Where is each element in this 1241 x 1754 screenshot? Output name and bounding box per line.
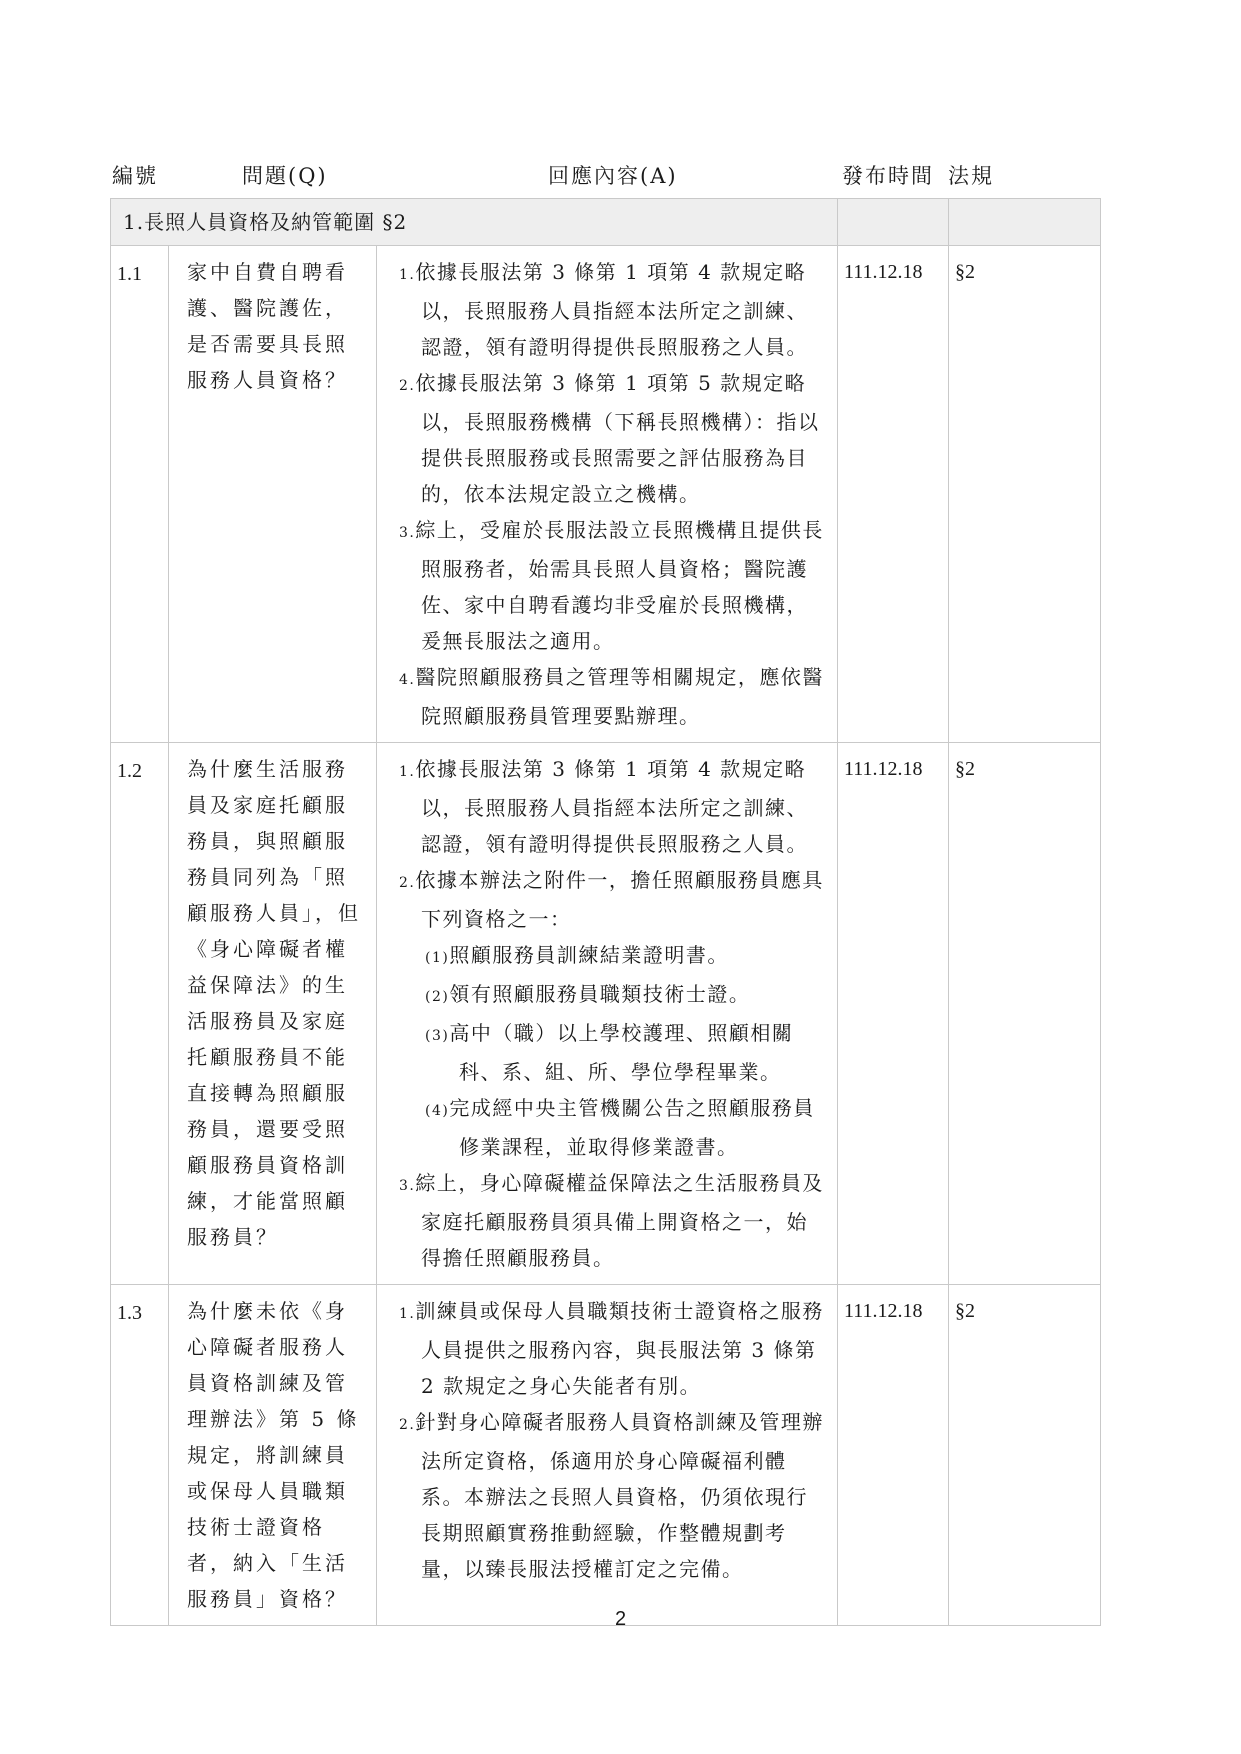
header-answer: 回應內容(A) (548, 164, 678, 188)
answer-subitem (399, 937, 829, 976)
header-date: 發布時間 (842, 164, 934, 188)
law-reference: §2 (949, 743, 1101, 1285)
header-law: 法規 (948, 164, 994, 188)
answer-text: 醫院照顧服務員之管理等相關規定，應依醫院照顧服務員管理要點辦理。 (415, 665, 824, 728)
answer-cell (377, 246, 838, 743)
answer-marker: (3) (425, 1028, 450, 1044)
answer-item (399, 1404, 829, 1587)
answer-marker: 2. (399, 1417, 416, 1433)
answer-marker: 4. (399, 672, 416, 688)
qa-table (110, 198, 1101, 1626)
item-number: 1.3 (111, 1285, 169, 1626)
answer-text: 訓練員或保母人員職類技術士證資格之服務人員提供之服務內容，與長服法第 3 條第 2 款規定之身心失能者有別。 (415, 1299, 824, 1398)
question-cell: 為什麼未依《身心障礙者服務人員資格訓練及管理辦法》第 5 條規定，將訓練員或保母人員職類技術士證資格者，納入「生活服務員」資格？ (169, 1285, 377, 1626)
answer-cell (377, 1285, 838, 1626)
answer-marker: (1) (425, 950, 450, 966)
header-no: 編號 (112, 164, 158, 188)
answer-item (399, 365, 829, 512)
publish-date: 111.12.18 (838, 743, 949, 1285)
page-number: 2 (614, 1608, 627, 1630)
law-reference: §2 (949, 246, 1101, 743)
answer-text: 綜上，受雇於長服法設立長照機構且提供長照服務者，始需具長照人員資格；醫院護佐、家中自聘看護均非受雇於長照機構，爰無長服法之適用。 (415, 518, 824, 653)
answer-text: 完成經中央主管機關公告之照顧服務員修業課程，並取得修業證書。 (449, 1096, 815, 1159)
answer-text: 高中（職）以上學校護理、照顧相關科、系、組、所、學位學程畢業。 (449, 1021, 794, 1084)
answer-subitem (399, 1090, 829, 1165)
law-reference: §2 (949, 1285, 1101, 1626)
table-row (111, 1285, 1101, 1626)
answer-subitem (399, 976, 829, 1015)
answer-item (399, 1293, 829, 1404)
table-header (110, 160, 1100, 192)
answer-item (399, 862, 829, 937)
publish-date: 111.12.18 (838, 246, 949, 743)
section-title: 1.長照人員資格及納管範圍 §2 (111, 199, 838, 246)
answer-subitem (399, 1015, 829, 1090)
section-row (111, 199, 1101, 246)
item-number: 1.1 (111, 246, 169, 743)
answer-marker: 3. (399, 1178, 416, 1194)
answer-text: 依據長服法第 3 條第 1 項第 4 款規定略以，長照服務人員指經本法所定之訓練、認證，領有證明得提供長照服務之人員。 (415, 260, 808, 359)
answer-marker: (2) (425, 989, 450, 1005)
answer-item (399, 1165, 829, 1276)
answer-text: 照顧服務員訓練結業證明書。 (449, 943, 729, 967)
question-cell: 家中自費自聘看護、醫院護佐，是否需要具長照服務人員資格？ (169, 246, 377, 743)
answer-marker: 2. (399, 378, 416, 394)
answer-item (399, 751, 829, 862)
answer-marker: 3. (399, 525, 416, 541)
answer-marker: 1. (399, 267, 416, 283)
qa-rows (111, 246, 1101, 1626)
publish-date: 111.12.18 (838, 1285, 949, 1626)
answer-item (399, 254, 829, 365)
answer-text: 依據本辦法之附件一，擔任照顧服務員應具下列資格之一： (415, 868, 824, 931)
answer-text: 綜上，身心障礙權益保障法之生活服務員及家庭托顧服務員須具備上開資格之一，始得擔任照顧服務員。 (415, 1171, 824, 1270)
answer-marker: (4) (425, 1103, 450, 1119)
answer-item (399, 659, 829, 734)
question-cell: 為什麼生活服務員及家庭托顧服務員，與照顧服務員同列為「照顧服務人員」，但《身心障礙者權益保障法》的生活服務員及家庭托顧服務員不能直接轉為照顧服務員，還要受照顧服務員資格訓練，才能當照顧服務員？ (169, 743, 377, 1285)
item-number: 1.2 (111, 743, 169, 1285)
answer-marker: 1. (399, 1306, 416, 1322)
answer-item (399, 512, 829, 659)
answer-marker: 2. (399, 875, 416, 891)
table-row (111, 743, 1101, 1285)
answer-text: 依據長服法第 3 條第 1 項第 4 款規定略以，長照服務人員指經本法所定之訓練、認證，領有證明得提供長照服務之人員。 (415, 757, 808, 856)
answer-text: 依據長服法第 3 條第 1 項第 5 款規定略以，長照服務機構（下稱長照機構）：指以提供長照服務或長照需要之評估服務為目的，依本法規定設立之機構。 (415, 371, 820, 506)
table-row (111, 246, 1101, 743)
answer-text: 領有照顧服務員職類技術士證。 (449, 982, 751, 1006)
header-question: 問題(Q) (242, 164, 328, 188)
answer-cell (377, 743, 838, 1285)
answer-text: 針對身心障礙者服務人員資格訓練及管理辦法所定資格，係適用於身心障礙福利體系。本辦法之長照人員資格，仍須依現行長期照顧實務推動經驗，作整體規劃考量，以臻長服法授權訂定之完備。 (415, 1410, 824, 1581)
answer-marker: 1. (399, 764, 416, 780)
